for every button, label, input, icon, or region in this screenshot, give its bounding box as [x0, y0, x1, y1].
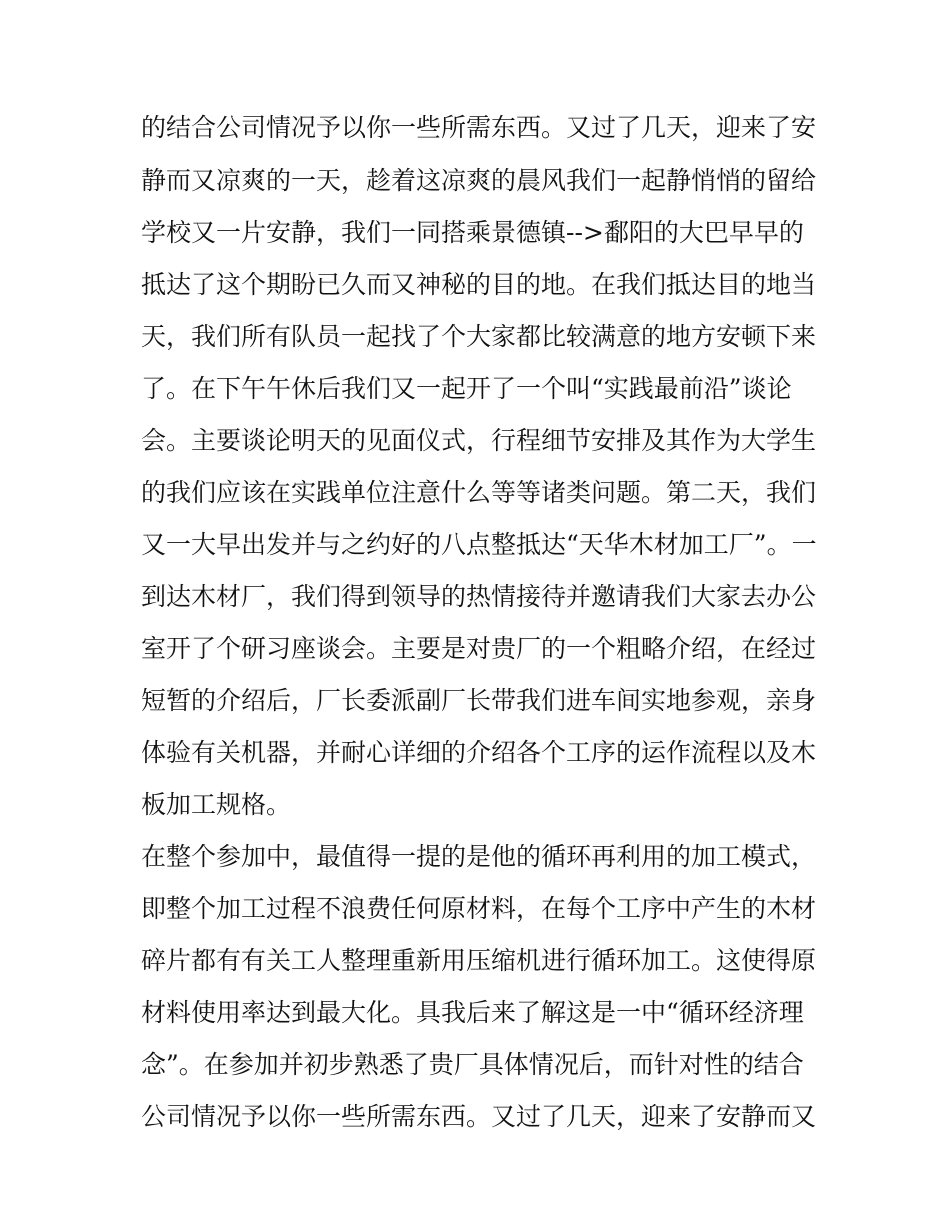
- text-line: 会。主要谈论明天的见面仪式，行程细节安排及其作为大学生: [141, 426, 817, 455]
- text-line: 了。在下午午休后我们又一起开了一个叫“实践最前沿”谈论: [141, 374, 792, 403]
- text-line: 的我们应该在实践单位注意什么等等诸类问题。第二天，我们: [141, 478, 817, 507]
- text-line: 的结合公司情况予以你一些所需东西。又过了几天，迎来了安: [141, 113, 817, 142]
- text-line: 体验有关机器，并耐心详细的介绍各个工序的运作流程以及木: [141, 738, 817, 767]
- text-line: 材料使用率达到最大化。具我后来了解这是一中“循环经济理: [141, 998, 804, 1027]
- text-line: 到达木材厂，我们得到领导的热情接待并邀请我们大家去办公: [141, 582, 817, 611]
- text-line: 学校又一片安静，我们一同搭乘景德镇-->鄱阳的大巴早早的: [141, 218, 804, 247]
- text-line: 在整个参加中，最值得一提的是他的循环再利用的加工模式，: [141, 842, 817, 871]
- text-line: 碎片都有有关工人整理重新用压缩机进行循环加工。这使得原: [141, 946, 817, 975]
- text-line: 公司情况予以你一些所需东西。又过了几天，迎来了安静而又: [141, 1102, 817, 1131]
- text-line: 短暂的介绍后，厂长委派副厂长带我们进车间实地参观，亲身: [141, 686, 817, 715]
- text-line: 室开了个研习座谈会。主要是对贵厂的一个粗略介绍，在经过: [141, 634, 817, 663]
- text-line: 天，我们所有队员一起找了个大家都比较满意的地方安顿下来: [141, 322, 817, 351]
- text-line: 板加工规格。: [141, 790, 292, 819]
- text-line: 抵达了这个期盼已久而又神秘的目的地。在我们抵达目的地当: [141, 270, 817, 299]
- text-line: 念”。在参加并初步熟悉了贵厂具体情况后，而针对性的结合: [141, 1050, 804, 1079]
- text-line: 即整个加工过程不浪费任何原材料，在每个工序中产生的木材: [141, 894, 817, 923]
- text-line: 又一大早出发并与之约好的八点整抵达“天华木材加工厂”。一: [141, 530, 817, 559]
- text-line: 静而又凉爽的一天，趁着这凉爽的晨风我们一起静悄悄的留给: [141, 166, 817, 195]
